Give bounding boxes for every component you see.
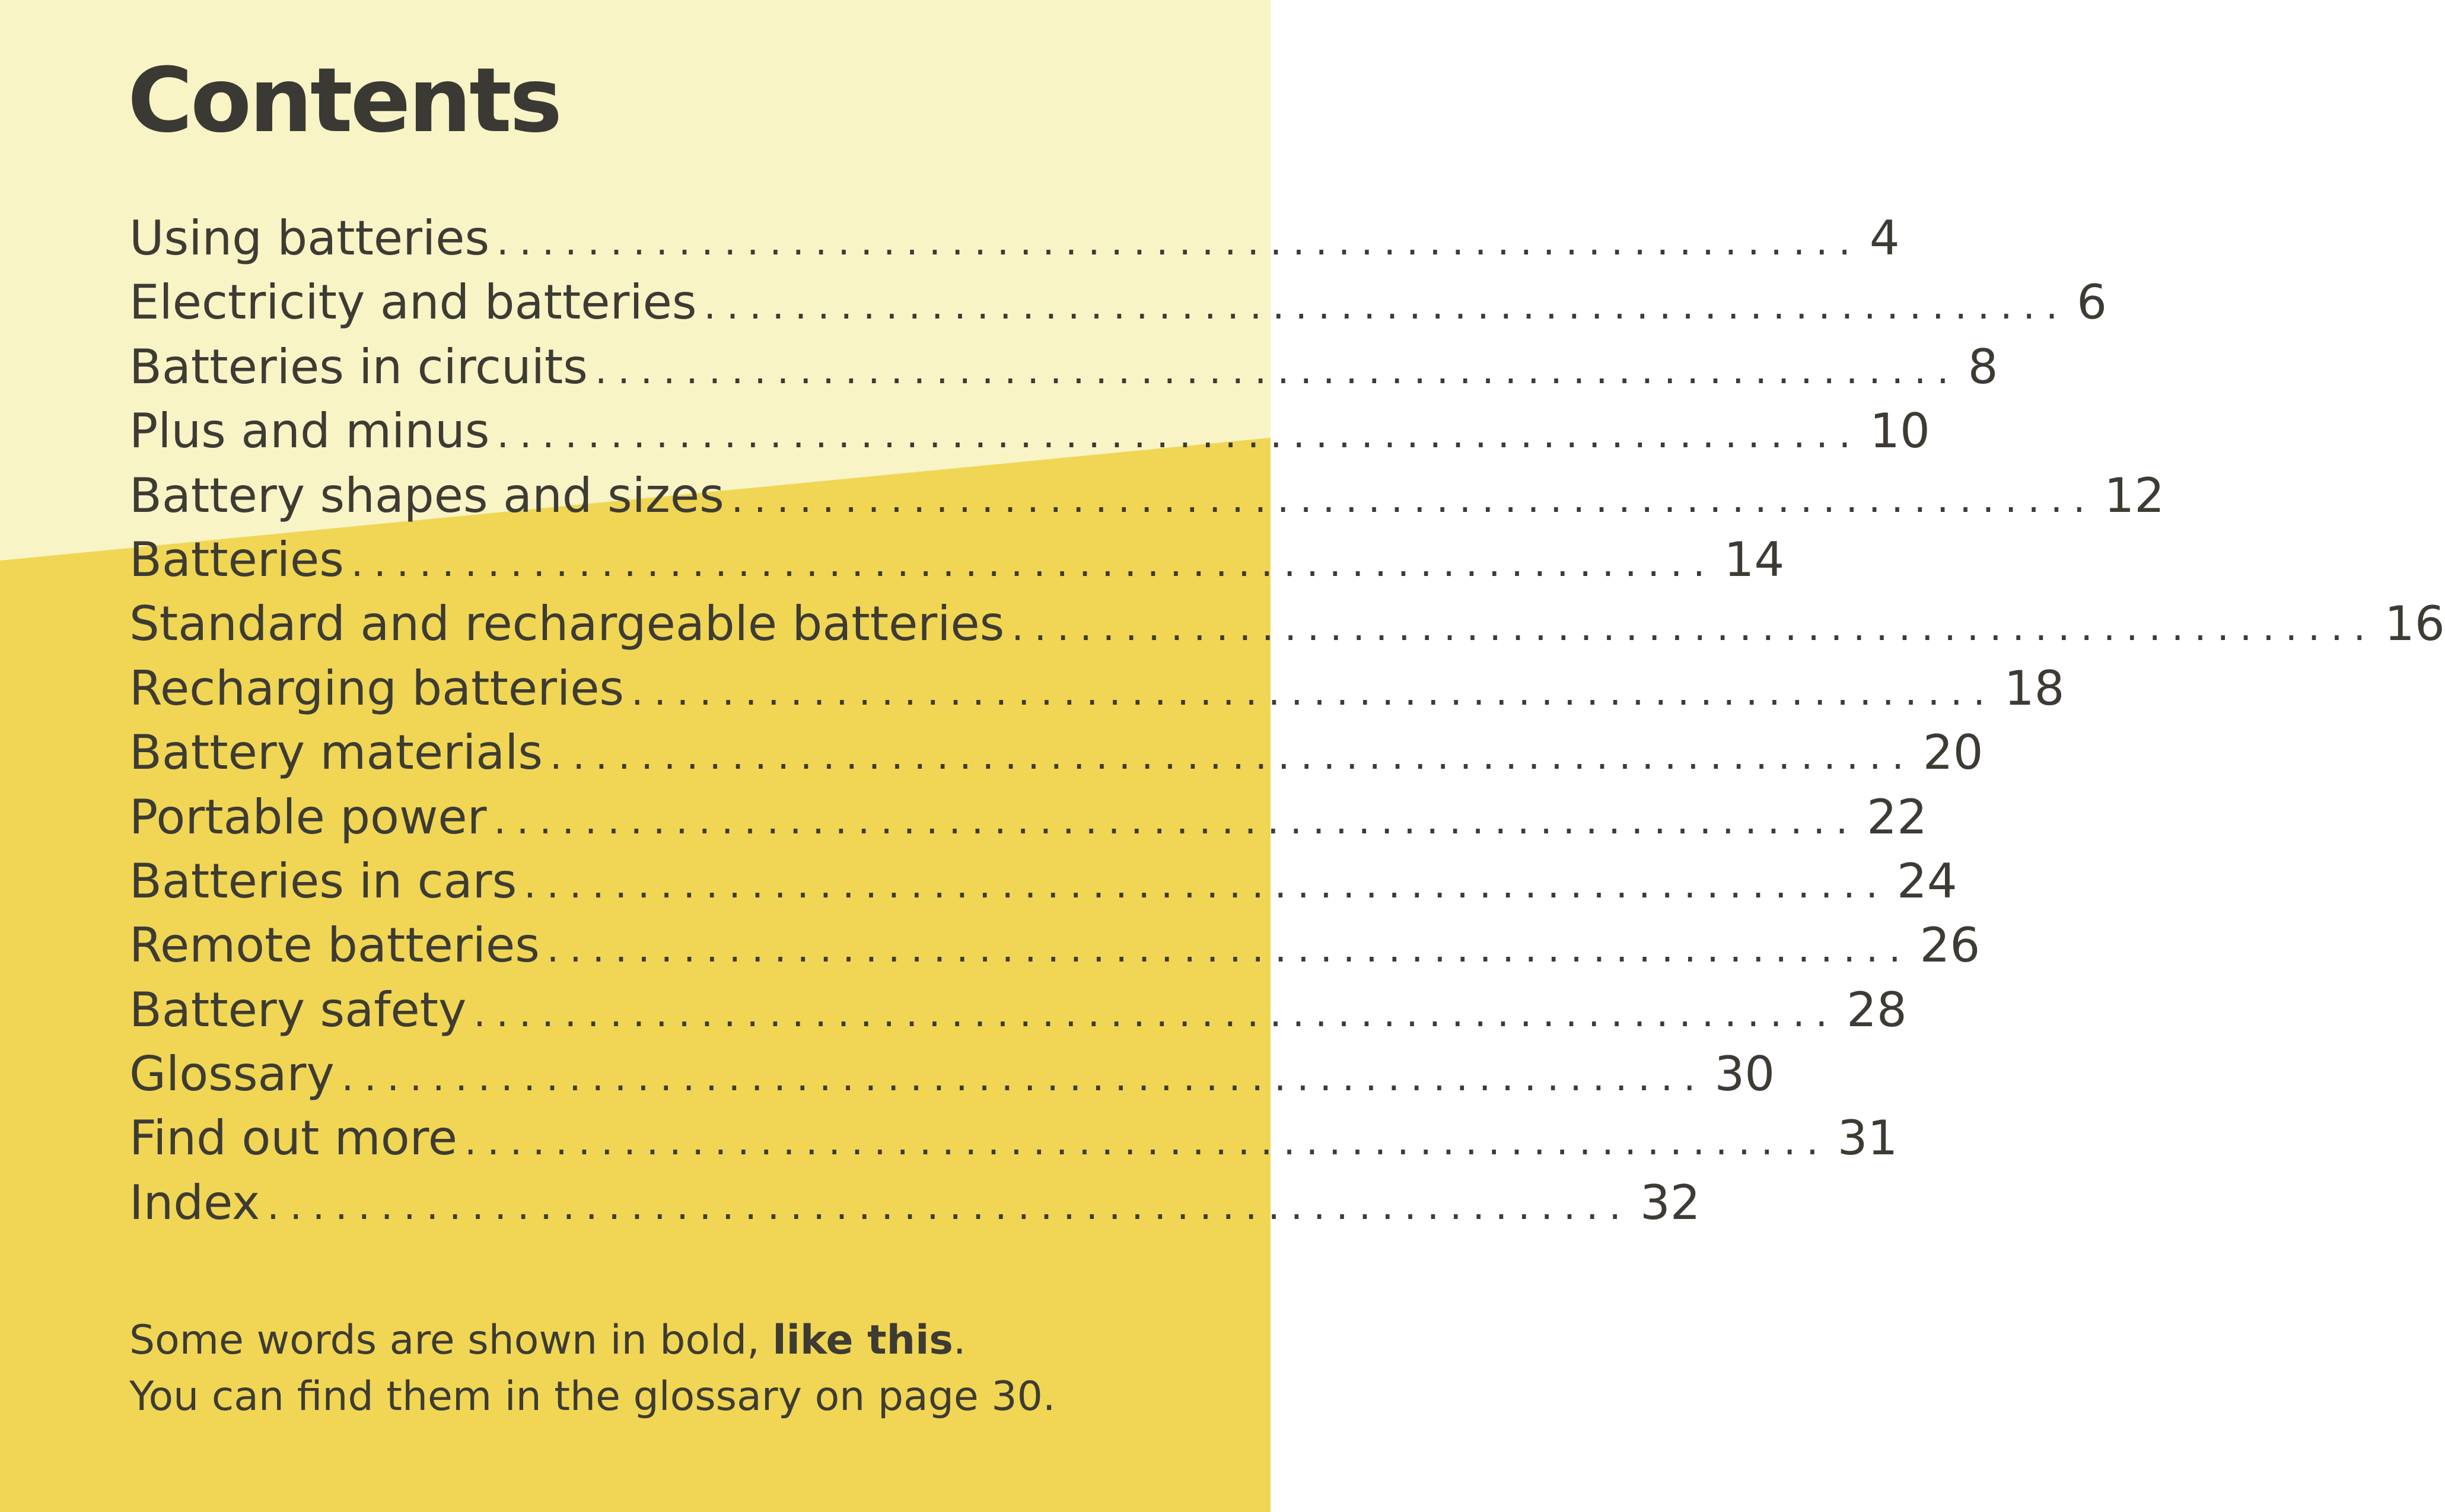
toc-entry-page: 4	[1869, 211, 1900, 266]
toc-leader-dots: ............................................................	[731, 477, 2096, 521]
toc-entry-page: 26	[1919, 918, 1981, 973]
toc-entry-label: Find out more	[129, 1110, 458, 1166]
toc-entry[interactable]	[129, 725, 1984, 793]
toc-leader-dots: ............................................................	[1011, 606, 2376, 650]
toc-entry[interactable]	[129, 1110, 1898, 1179]
toc-leader-dots: ............................................................	[341, 1056, 1707, 1100]
toc-entry-label: Batteries in circuits	[129, 339, 588, 394]
toc-leader-dots: ............................................................	[631, 670, 1996, 714]
toc-entry-label: Battery safety	[129, 982, 467, 1037]
toc-entry[interactable]	[129, 918, 1981, 986]
toc-entry-label: Recharging batteries	[129, 660, 625, 716]
toc-entry-label: Battery shapes and sizes	[129, 467, 724, 523]
glossary-note-bold-example: like this	[772, 1317, 953, 1364]
toc-entry-label: Glossary	[129, 1046, 335, 1102]
table-of-contents	[129, 211, 2445, 1243]
toc-entry[interactable]	[129, 339, 1998, 408]
toc-leader-dots: ............................................................	[546, 927, 1912, 972]
toc-entry-page: 14	[1724, 531, 1785, 587]
toc-leader-dots: ............................................................	[494, 798, 1859, 843]
page-title: Contents	[128, 49, 561, 152]
toc-leader-dots: ............................................................	[703, 284, 2069, 329]
toc-entry-page: 10	[1870, 403, 1930, 459]
toc-entry-label: Batteries in cars	[129, 853, 517, 909]
toc-leader-dots: ............................................................	[464, 1120, 1829, 1164]
toc-leader-dots: ............................................................	[473, 991, 1838, 1036]
toc-entry-label: Plus and minus	[129, 403, 490, 459]
glossary-note	[129, 1312, 1055, 1425]
glossary-note-line-1	[129, 1312, 1055, 1368]
toc-leader-dots: ............................................................	[267, 1184, 1632, 1228]
toc-entry-page: 8	[1968, 339, 1998, 394]
toc-entry[interactable]	[129, 211, 1900, 279]
toc-leader-dots: ............................................................	[524, 862, 1889, 907]
toc-entry-page: 12	[2104, 467, 2165, 523]
toc-entry-label: Standard and rechargeable batteries	[129, 596, 1005, 652]
toc-entry-page: 24	[1896, 853, 1957, 909]
toc-leader-dots: ............................................................	[496, 220, 1861, 264]
toc-entry[interactable]	[129, 660, 2065, 729]
toc-entry[interactable]	[129, 275, 2107, 343]
toc-entry-page: 16	[2384, 596, 2445, 652]
toc-leader-dots: ............................................................	[550, 734, 1915, 779]
toc-entry-page: 22	[1867, 789, 1927, 845]
toc-entry[interactable]	[129, 403, 1930, 472]
toc-entry-page: 32	[1639, 1174, 1701, 1230]
toc-entry-page: 6	[2077, 275, 2107, 330]
toc-entry-label: Battery materials	[129, 725, 543, 781]
toc-entry[interactable]	[129, 982, 1907, 1051]
toc-entry[interactable]	[129, 853, 1957, 922]
toc-entry[interactable]	[129, 1174, 1701, 1243]
toc-entry-label: Index	[129, 1174, 260, 1230]
toc-entry-page: 18	[2004, 660, 2065, 716]
glossary-note-text: Some words are shown in bold,	[129, 1317, 760, 1364]
toc-entry[interactable]	[129, 531, 1785, 600]
toc-entry-page: 20	[1922, 725, 1984, 781]
toc-entry-label: Portable power	[129, 789, 487, 845]
toc-entry-label: Using batteries	[129, 211, 490, 266]
toc-entry-label: Batteries	[129, 531, 344, 587]
toc-entry-page: 30	[1714, 1046, 1775, 1102]
toc-entry[interactable]	[129, 789, 1927, 858]
toc-leader-dots: ............................................................	[594, 348, 1960, 393]
toc-leader-dots: ............................................................	[496, 413, 1862, 457]
glossary-note-line-2: You can find them in the glossary on page 30.	[129, 1373, 1056, 1420]
toc-entry[interactable]	[129, 596, 2445, 664]
toc-entry-label: Electricity and batteries	[129, 275, 697, 330]
toc-entry[interactable]	[129, 1046, 1775, 1115]
glossary-note-period: .	[953, 1317, 966, 1364]
toc-entry-page: 28	[1846, 982, 1907, 1037]
toc-leader-dots: ............................................................	[351, 541, 1716, 585]
toc-entry-label: Remote batteries	[129, 918, 540, 973]
toc-entry-page: 31	[1837, 1110, 1898, 1166]
toc-entry[interactable]	[129, 467, 2165, 536]
